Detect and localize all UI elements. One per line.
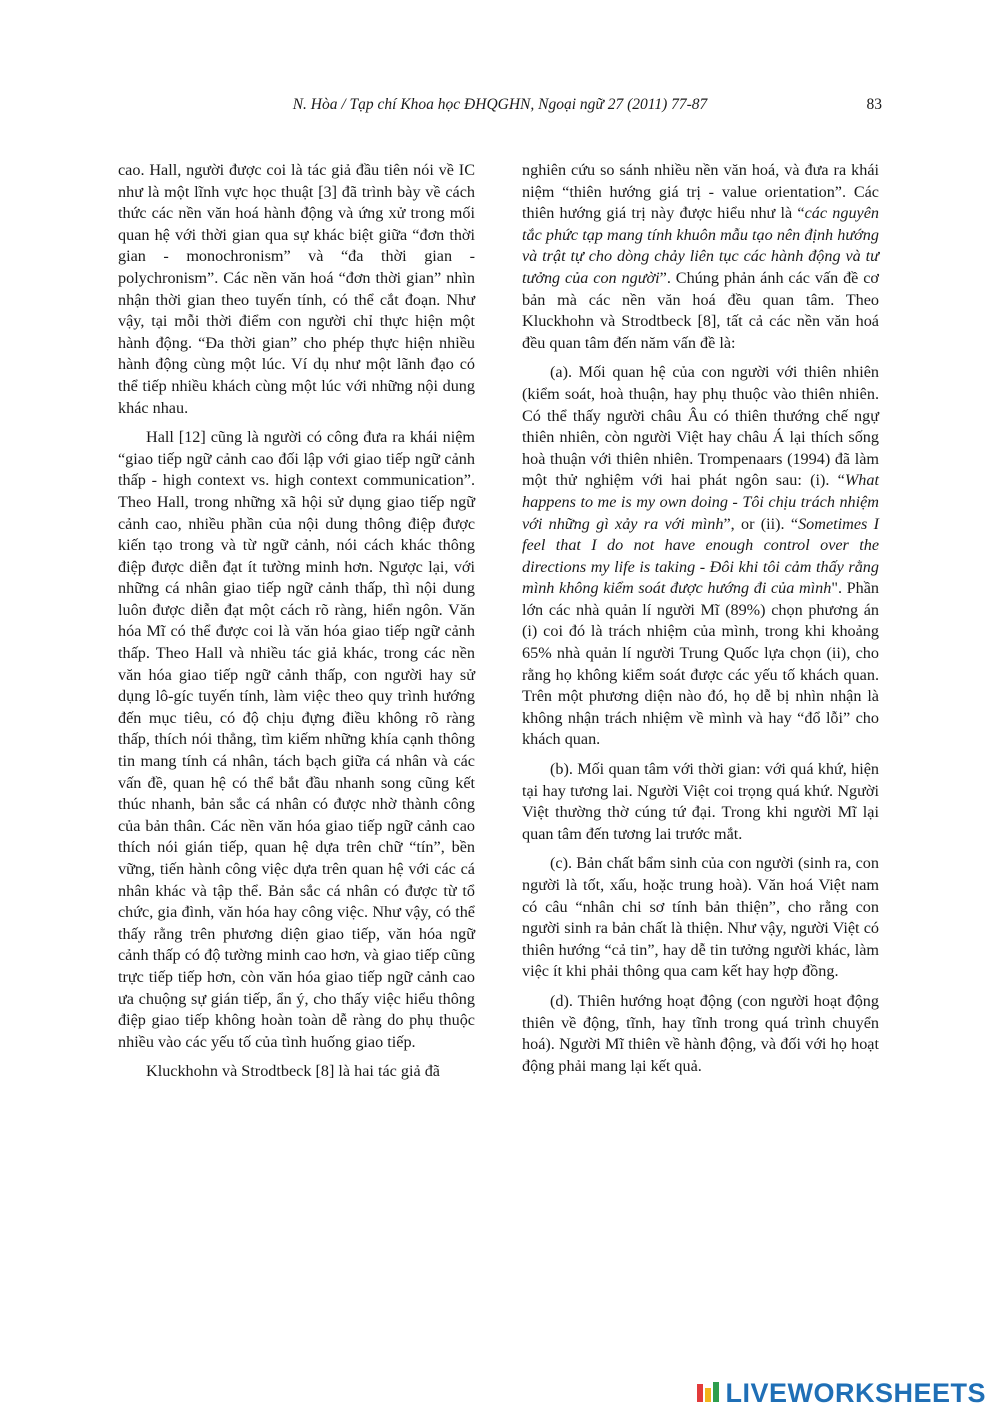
liveworksheets-logo[interactable] bbox=[697, 1376, 986, 1410]
page-number: 83 bbox=[866, 96, 882, 113]
paragraph: (c). Bản chất bẩm sinh của con người (sinh ra, con người là tốt, xấu, hoặc trung hoà). Văn hoá Việt nam có câu “nhân chi sơ tính bản thiện”, cho rằng con người sinh ra bản chất là thiện. Như vậy, người Việt có thiên hướng “cả tin”, hay dễ tin tưởng người khác, làm việc ít khi phải thông qua cam kết hay hợp đồng. bbox=[522, 854, 879, 981]
text-run: nghiên cứu so sánh nhiều nền văn hoá, và đưa ra khái niệm “thiên hướng giá trị - value orientation”. Các thiên hướng giá trị này được hiểu như là “ bbox=[522, 161, 879, 223]
italic-quote: What happens to me is my own doing - Tôi chịu trách nhiệm với những gì xảy ra với mình bbox=[522, 471, 879, 533]
liveworksheets-brand: LIVEWORKSHEETS bbox=[725, 1377, 986, 1408]
paragraph: (b). Mối quan tâm với thời gian: với quá khứ, hiện tại hay tương lai. Người Việt coi trọng quá khứ. Người Việt thường thờ cúng tứ đại. Trong khi người Mĩ lại quan tâm đến tương lai trước mắt. bbox=[522, 760, 879, 843]
paragraph bbox=[522, 362, 879, 751]
text-run: (a). Mối quan hệ của con người với thiên nhiên (kiểm soát, hoà thuận, hay phụ thuộc vào thiên nhiên. Có thể thấy người châu Âu có thiên thướng chế ngự thiên nhiên, còn người Việt hay châu Á lại thích sống hoà thuận với thiên nhiên. Trompenaars (1994) đã làm một thử nghiệm với hai phát ngôn sau: (i). “ bbox=[522, 363, 879, 490]
paragraph: cao. Hall, người được coi là tác giả đầu tiên nói về IC như là một lĩnh vực học thuật [3] đã trình bày về cách thức các nền văn hoá hành động và ứng xử trong mối quan hệ với thời gian qua sự khác biệt giữa “đơn thời gian - monochronism” và “đa thời gian - polychronism”. Các nền văn hoá “đơn thời gian” nhìn nhận thời gian theo tuyến tính, có thể cắt đoạn. Như vậy, tại mỗi thời điểm con người chỉ thực hiện một hành động. “Đa thời gian” cho phép thực hiện nhiều hành động cùng một lúc. Ví dụ như một lãnh đạo có thể tiếp nhiều khách cùng một lúc với những nội dung khác nhau. bbox=[118, 161, 475, 417]
left-column bbox=[118, 160, 475, 1091]
text-run: ”, or (ii). “ bbox=[723, 514, 799, 533]
paragraph: Hall [12] cũng là người có công đưa ra khái niệm “giao tiếp ngữ cảnh cao đối lập với giao tiếp ngữ cảnh thấp - high context vs. high context communication”. Theo Hall, trong những xã hội sử dụng giao tiếp ngữ cảnh cao, nhiều phần của nội dung thông điệp được kiến tạo trong và từ ngữ cảnh, nói cách khác thông điệp được diễn đạt ít tường minh hơn. Ngược lại, với những cá nhân giao tiếp ngữ cảnh thấp, thì nội dung luôn được diễn đạt một cách rõ ràng, hiển ngôn. Văn hóa Mĩ có thể được coi là văn hóa giao tiếp ngữ cảnh thấp. Theo Hall và nhiều tác giả khác, trong các nền văn hóa giao tiếp ngữ cảnh thấp, con người hay sử dụng lô-gíc tuyến tính, làm việc theo quy trình hướng đến mục tiêu, có độ chịu đựng điều không rõ ràng thấp, thích nói thẳng, tìm kiếm những khía cạnh thông tin mang tính cá nhân, tách bạch giữa cá nhân và các vấn đề, quan hệ có thể bắt đầu nhanh song cũng kết thúc nhanh, bản sắc cá nhân có được nhờ thành công của bản thân. Các nền văn hóa giao tiếp ngữ cảnh cao thích nói gián tiếp, quan hệ dựa trên chữ “tín”, bền vững, tiến hành công việc dựa trên quan hệ với các cá nhân khác và tập thể. Bản sắc cá nhân có được từ tổ chức, gia đình, văn hóa hay công việc. Như vậy, có thể thấy rằng trên phương diện giao tiếp, văn hóa ngữ cảnh thấp có độ tường minh cao hơn, và giao tiếp cũng trực tiếp tiếp hơn, còn văn hóa giao tiếp ngữ cảnh cao ưa chuộng sự gián tiếp, ẩn ý, cho thấy việc hiểu thông điệp giao tiếp không hoàn toàn dễ ràng do phụ thuộc nhiều vào các yếu tố của tình huống giao tiếp. bbox=[118, 428, 475, 1051]
paragraph: Kluckhohn và Strodtbeck [8] là hai tác giả đã bbox=[146, 1062, 440, 1081]
text-run: ”. Chúng phản ánh các vấn đề cơ bản mà các nền văn hoá đều quan tâm. Theo Kluckhohn và Strodtbeck [8], tất cả các nền văn hoá đều quan tâm đến năm vấn đề là: bbox=[522, 268, 879, 352]
italic-quote: các nguyên tắc phức tạp mang tính khuôn mẫu tạo nên định hướng và trật tự cho dòng chảy liên tục các hành động và tư tưởng của con người bbox=[522, 204, 879, 287]
paragraph bbox=[522, 160, 879, 354]
right-column bbox=[522, 160, 879, 1085]
italic-quote: Sometimes I feel that I do not have enough control over the directions my life is taking - Đôi khi tôi cảm thấy rằng mình không kiểm soát được hướng đi của mình bbox=[522, 514, 879, 598]
text-run: ". Phần lớn các nhà quản lí người Mĩ (89%) chọn phương án (i) coi đó là trách nhiệm của mình, trong khi khoảng 65% nhà quản lí người Trung Quốc lựa chọn (ii), cho rằng họ không kiểm soát được các yếu tố khách quan. Trên một phương diện nào đó, họ dễ bị nhìn nhận là không nhận trách nhiệm về mình và hay “đổ lỗi” cho khách quan. bbox=[522, 579, 880, 749]
liveworksheets-logo-icon bbox=[697, 1382, 719, 1404]
paragraph: (d). Thiên hướng hoạt động (con người hoạt động thiên về động, tĩnh, hay tĩnh trong quá trình chuyển hoá). Người Mĩ thiên về hành động, và đối với họ hoạt động phải mang lại kết quả. bbox=[522, 991, 879, 1075]
running-header bbox=[118, 96, 882, 120]
running-title: N. Hòa / Tạp chí Khoa học ĐHQGHN, Ngoại ngữ 27 (2011) 77-87 bbox=[292, 96, 708, 113]
